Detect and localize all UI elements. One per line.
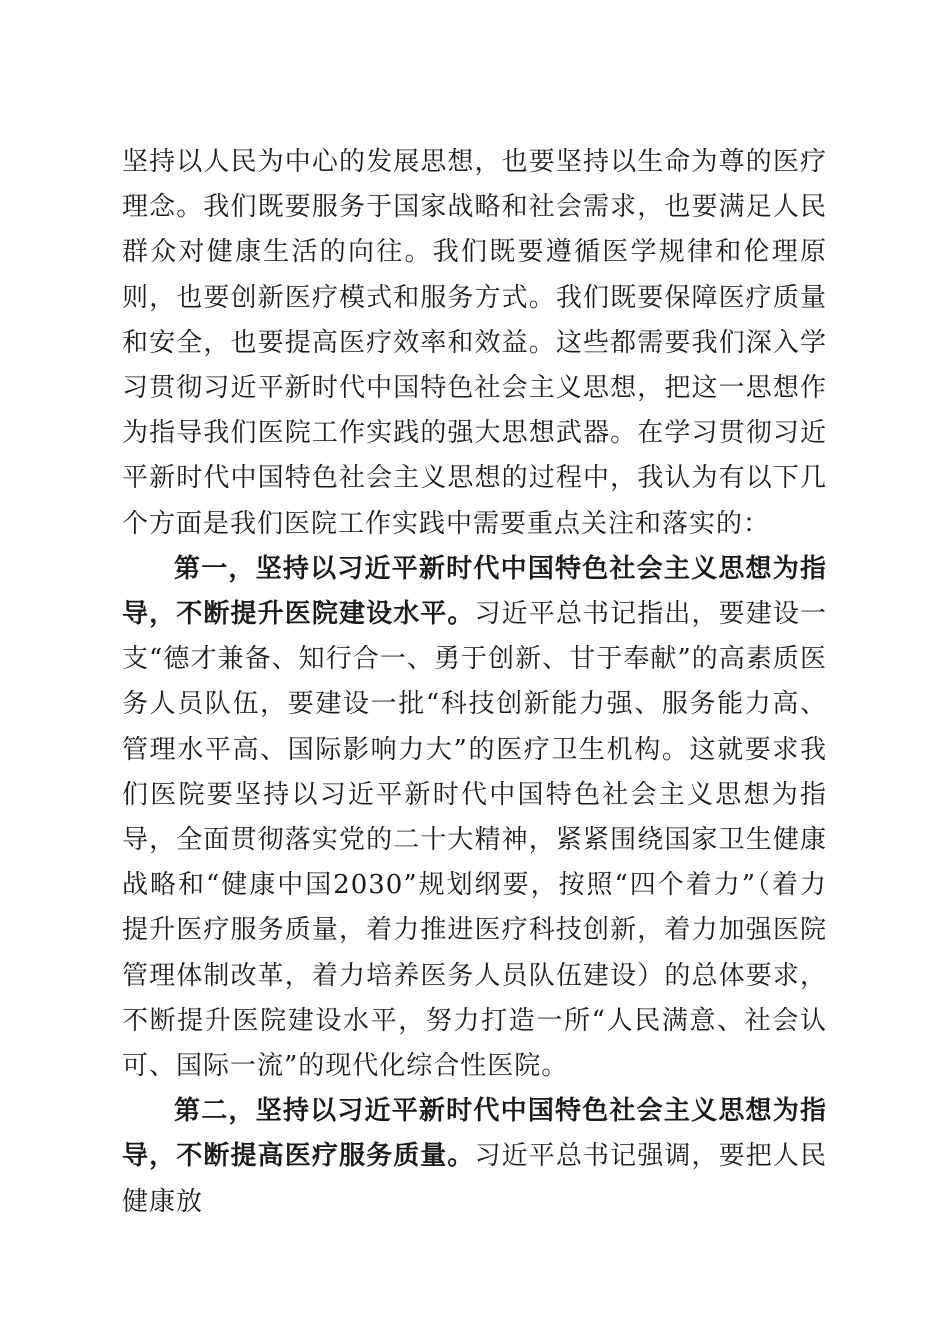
document-body xyxy=(122,140,827,1225)
paragraph-text: 坚持以人民为中心的发展思想，也要坚持以生命为尊的医疗理念。我们既要服务于国家战略和社会需求，也要满足人民群众对健康生活的向往。我们既要遵循医学规律和伦理原则，也要创新医疗模式和服务方式。我们既要保障医疗质量和安全，也要提高医疗效率和效益。这些都需要我们深入学习贯彻习近平新时代中国特色社会主义思想，把这一思想作为指导我们医院工作实践的强大思想武器。在学习贯彻习近平新时代中国特色社会主义思想的过程中，我认为有以下几个方面是我们医院工作实践中需要重点关注和落实的： xyxy=(122,147,827,539)
paragraph-text: 习近平总书记强调，要把人民健康放 xyxy=(122,1141,827,1217)
paragraph-point-one xyxy=(122,547,827,1089)
paragraph-lead-heading: 第二，坚持以习近平新时代中国特色社会主义思想为指导，不断提高医疗服务质量。 xyxy=(122,1096,827,1172)
paragraph-intro-continuation xyxy=(122,140,827,547)
paragraph-lead-heading: 第一，坚持以习近平新时代中国特色社会主义思想为指导，不断提升医院建设水平。 xyxy=(122,553,827,630)
paragraph-text: 习近平总书记指出，要建设一支“德才兼备、知行合一、勇于创新、甘于奉献”的高素质医务人员队伍，要建设一批“科技创新能力强、服务能力高、管理水平高、国际影响力大”的医疗卫生机构。这就要求我们医院要坚持以习近平新时代中国特色社会主义思想为指导，全面贯彻落实党的二十大精神，紧紧围绕国家卫生健康战略和“健康中国2030”规划纲要，按照“四个着力”（着力提升医疗服务质量，着力推进医疗科技创新，着力加强医院管理体制改革，着力培养医务人员队伍建设）的总体要求，不断提升医院建设水平，努力打造一所“人民满意、社会认可、国际一流”的现代化综合性医院。 xyxy=(122,599,827,1082)
paragraph-point-two xyxy=(122,1089,827,1225)
